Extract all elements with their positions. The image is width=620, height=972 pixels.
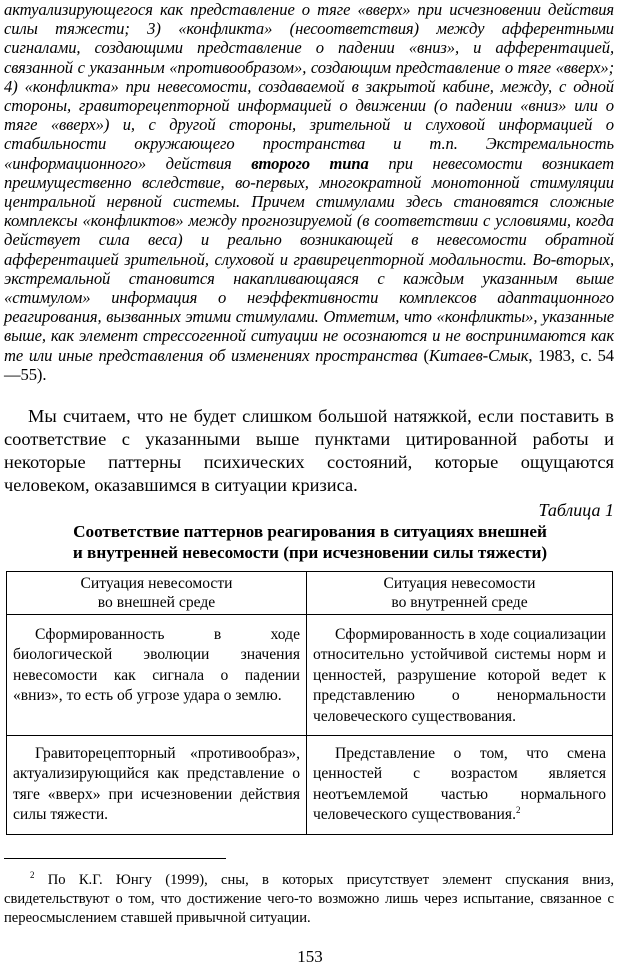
citation: (Китаев-Смык, 1983, с. 54—55). bbox=[4, 345, 614, 384]
footnote-marker: 2 bbox=[30, 870, 35, 881]
quoted-passage bbox=[4, 0, 614, 384]
table-row bbox=[7, 736, 613, 835]
table-cell: Сформированность в ходе социализации относительно устойчивой системы норм и ценностей, разрушение которой ведет к представлению о ненормальности человеческого существования. bbox=[307, 615, 613, 736]
citation-author: Китаев-Смык bbox=[428, 345, 529, 365]
table-header-cell: Ситуация невесомости во внешней среде bbox=[7, 572, 307, 615]
table-title-line: и внутренней невесомости (при исчезновении силы тяжести) bbox=[72, 543, 548, 562]
table-label: Таблица 1 bbox=[538, 500, 614, 520]
quote-text: актуализирующегося как представление о тяге «вверх» при исчезновении действия силы тяжести; 3) «конфликта» (несоответствия) между афферентными сигналами, создающими представление о падении «вниз», и афферентацией, связанной с указанным «противообразом», создающим представление о тяге «вверх»; 4) «конфликта» при невесомости, создаваемой в закрытой кабине, между, с одной стороны, гравиторецепторной информацией о движении (о падении «вниз» или о тяге «вверх») и, с другой стороны, зрительной и слуховой информацией о стабильности окружающего пространства и т.п. Экстремальность «информационного» действия bbox=[4, 0, 614, 173]
quote-text-continued: при невесомости возникает преимущественно вследствие, во-первых, многократной монотонной стимуляции центральной нервной системы. Причем стимулами здесь становятся сложные комплексы «конфликтов» между прогнозируемой (в соответствии с условиями, когда действует сила веса) и реально возникающей в невесомости обратной афферентацией зрительной, слуховой и гравирецепторной модальности. Во-вторых, экстремальной становится накапливающаяся с каждым указанным выше «стимулом» информация о неэффективности комплексов адаптационного реагирования, вызванных этими стимулами. Отметим, что «конфликты», указанные выше, как элемент стрессогенной ситуации не осознаются и не воспринимаются как те или иные представления об изменениях пространства bbox=[4, 153, 614, 365]
quote-bold-phrase: второго типа bbox=[251, 153, 369, 173]
footnote-divider bbox=[4, 858, 226, 859]
comparison-table bbox=[6, 571, 613, 835]
body-paragraph: Мы считаем, что не будет слишком большой натяжкой, если поставить в соответствие с указанными выше пунктами цитированной работы и некоторые паттерны психических состояний, которые ощущаются человеком, оказавшимся в ситуации кризиса. bbox=[4, 406, 614, 495]
table-cell: Сформированность в ходе биологической эволюции значения невесомости как сигнала о падении «вниз», то есть об угрозе удара о землю. bbox=[7, 615, 307, 736]
page-number: 153 bbox=[297, 947, 323, 966]
footnote-reference: 2 bbox=[515, 805, 521, 816]
table-header-cell: Ситуация невесомости во внутренней среде bbox=[307, 572, 613, 615]
table-title-line: Соответствие паттернов реагирования в ситуациях внешней bbox=[73, 522, 547, 541]
footnote bbox=[4, 871, 614, 928]
table-header-row bbox=[7, 572, 613, 615]
table-cell: Гравиторецепторный «противообраз», актуализирующийся как представление о тяге «вверх» при исчезновении действия силы тяжести. bbox=[7, 736, 307, 835]
table-title bbox=[0, 521, 620, 563]
footnote-text: По К.Г. Юнгу (1999), сны, в которых присутствует элемент спускания вниз, свидетельствуют о том, что достижение чего-то возможно лишь через испытание, связанное с переосмыслением ставшей привычной ситуации. bbox=[4, 872, 614, 926]
table-cell: Представление о том, что смена ценностей с возрастом является неотъемлемой частью нормального человеческого существования.$^2$ bbox=[307, 736, 613, 835]
table-row bbox=[7, 615, 613, 736]
